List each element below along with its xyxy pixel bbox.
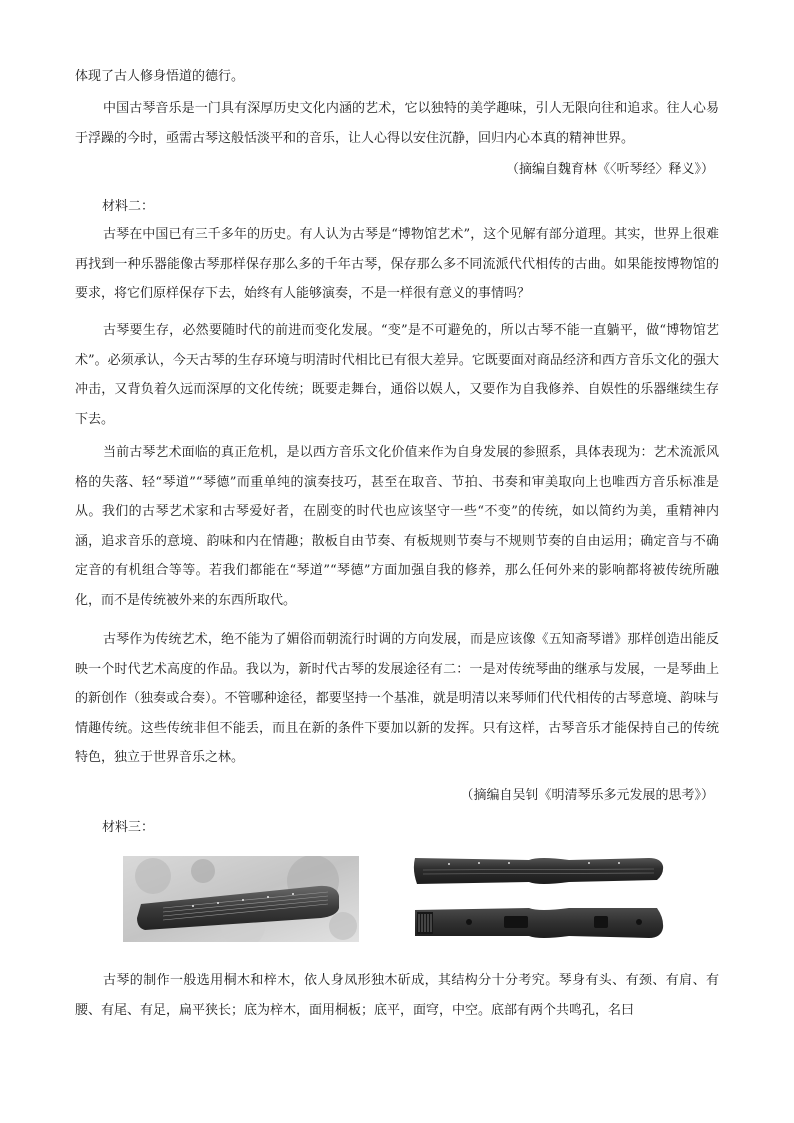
paragraph-3: 古琴要生存，必然要随时代的前进而变化发展。“变”是不可避免的，所以古琴不能一直躺平，做“博物馆艺术”。必须承认，今天古琴的生存环境与明清时代相比已有很大差异。它既要面对商品经济和西方音乐文化的强大冲击，又背负着久远而深厚的文化传统；既要走舞台，通俗以娱人，又要作为自我修养、自娱性的乐器继续生存下去。	[75, 323, 719, 427]
paragraph-1: 中国古琴音乐是一门具有深厚历史文化内涵的艺术，它以独特的美学趣味，引人无限向往和追求。往人心易于浮躁的今时，亟需古琴这般恬淡平和的音乐，让人心得以安住沉静，回归内心本真的精神世界。	[75, 101, 719, 146]
paragraph-4: 当前古琴艺术面临的真正危机，是以西方音乐文化价值来作为自身发展的参照系，具体表现为：艺术流派风格的失落、轻“琴道”“琴德”而重单纯的演奏技巧，甚至在取音、节拍、书奏和审美取向上也唯西方音乐标准是从。我们的古琴艺术家和古琴爱好者，在剧变的时代也应该坚守一些“不变”的传统，如以简约为美，重精神内涵，追求音乐的意境、韵味和内在情趣；散板自由节奏、有板规则节奏与不规则节奏的自由运用；确定音与不确定音的有机组合等等。若我们都能在“琴道”“琴德”方面加强自我的修养，那么任何外来的影响都将被传统所融化，而不是传统被外来的东西所取代。	[75, 445, 719, 608]
paragraph-2: 古琴在中国已有三千多年的历史。有人认为古琴是“博物馆艺术”，这个见解有部分道理。其实，世界上很难再找到一种乐器能像古琴那样保存那么多的千年古琴，保存那么多不同流派代代相传的古曲。如果能按博物馆的要求，将它们原样保存下去，始终有人能够演奏，不是一样很有意义的事情吗？	[75, 227, 719, 302]
paragraph-6: 古琴的制作一般选用桐木和梓木，依人身凤形独木斫成，其结构分十分考究。琴身有头、有颈、有肩、有腰、有尾、有足，扁平狭长；底为梓木，面用桐板；底平，面穹，中空。底部有两个共鸣孔，名曰	[75, 973, 719, 1018]
guqin-photo-left	[123, 856, 359, 942]
source-citation-1: （摘编自魏育林《〈听琴经〉释义》）	[505, 162, 714, 177]
material-3-label: 材料三：	[102, 820, 155, 835]
guqin-photo-right	[409, 852, 665, 948]
source-citation-2: （摘编自吴钊《明清琴乐多元发展的思考》）	[460, 788, 714, 803]
paragraph-5: 古琴作为传统艺术，绝不能为了媚俗而朝流行时调的方向发展，而是应该像《五知斋琴谱》那样创造出能反映一个时代艺术高度的作品。我以为，新时代古琴的发展途径有二：一是对传统琴曲的继承与发展，一是琴曲上的新创作（独奏或合奏）。不管哪种途径，都要坚持一个基准，就是明清以来琴师们代代相传的古琴意境、韵味与情趣传统。这些传统非但不能丢，而且在新的条件下要加以新的发挥。只有这样，古琴音乐才能保持自己的传统特色，独立于世界音乐之林。	[75, 632, 719, 766]
material-2-label: 材料二：	[102, 199, 155, 214]
paragraph-continuation: 体现了古人修身悟道的德行。	[75, 69, 245, 84]
